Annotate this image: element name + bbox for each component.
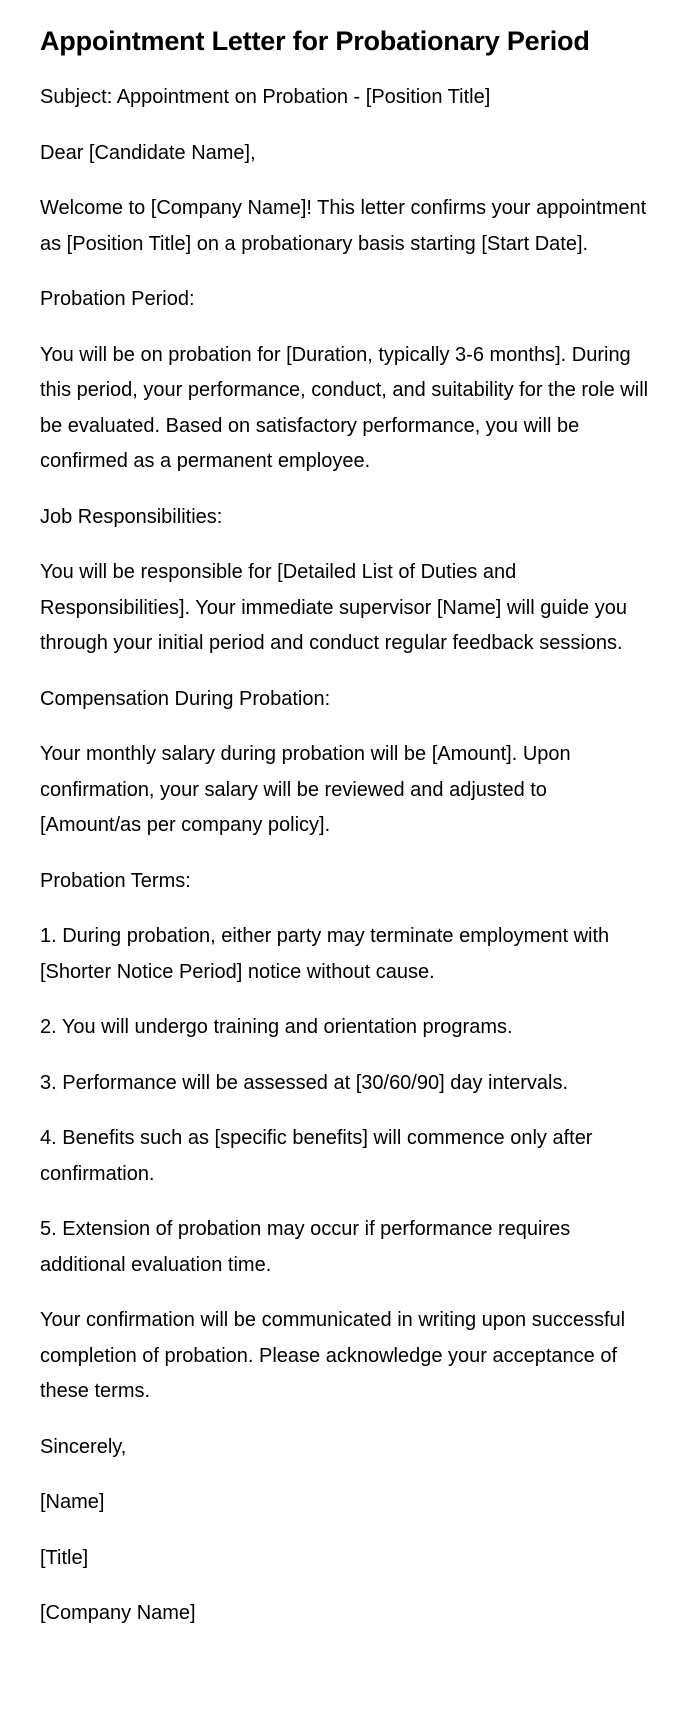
probation-heading: Probation Period: (40, 288, 195, 310)
term-item: 4. Benefits such as [specific benefits] will commence only after confirmation. (40, 1127, 593, 1185)
subject-line: Subject: Appointment on Probation - [Position Title] (40, 86, 491, 108)
letter-title: Appointment Letter for Probationary Period (40, 26, 590, 56)
term-item: 1. During probation, either party may terminate employment with [Shorter Notice Period] notice without cause. (40, 925, 610, 983)
signer-title: [Title] (40, 1546, 89, 1569)
terms-heading: Probation Terms: (40, 869, 191, 892)
term-item: 5. Extension of probation may occur if performance requires additional evaluation time. (40, 1218, 571, 1276)
signer-company: [Company Name] (40, 1602, 196, 1624)
term-item: 3. Performance will be assessed at [30/60/90] day intervals. (40, 1071, 569, 1094)
signer-name: [Name] (40, 1491, 105, 1513)
compensation-heading: Compensation During Probation: (40, 687, 331, 710)
responsibilities-heading: Job Responsibilities: (40, 505, 223, 528)
closing-paragraph: Your confirmation will be communicated in writing upon successful completion of probation. Please acknowledge your acceptance of these terms. (40, 1309, 626, 1402)
signoff: Sincerely, (40, 1435, 127, 1458)
intro-paragraph: Welcome to [Company Name]! This letter confirms your appointment as [Position Title] on a probationary basis starting [Start Date]. (40, 197, 647, 255)
term-item: 2. You will undergo training and orientation programs. (40, 1016, 513, 1038)
probation-paragraph: You will be on probation for [Duration, typically 3-6 months]. During this period, your performance, conduct, and suitability for the role will be evaluated. Based on satisfactory performance, you will be confirmed as a permanent employee. (40, 343, 649, 472)
compensation-paragraph: Your monthly salary during probation will be [Amount]. Upon confirmation, your salary will be reviewed and adjusted to [Amount/as per company policy]. (40, 743, 571, 836)
responsibilities-paragraph: You will be responsible for [Detailed List of Duties and Responsibilities]. Your immediate supervisor [Name] will guide you through your initial period and conduct regular feedback sessions. (40, 561, 627, 654)
salutation: Dear [Candidate Name], (40, 141, 256, 164)
